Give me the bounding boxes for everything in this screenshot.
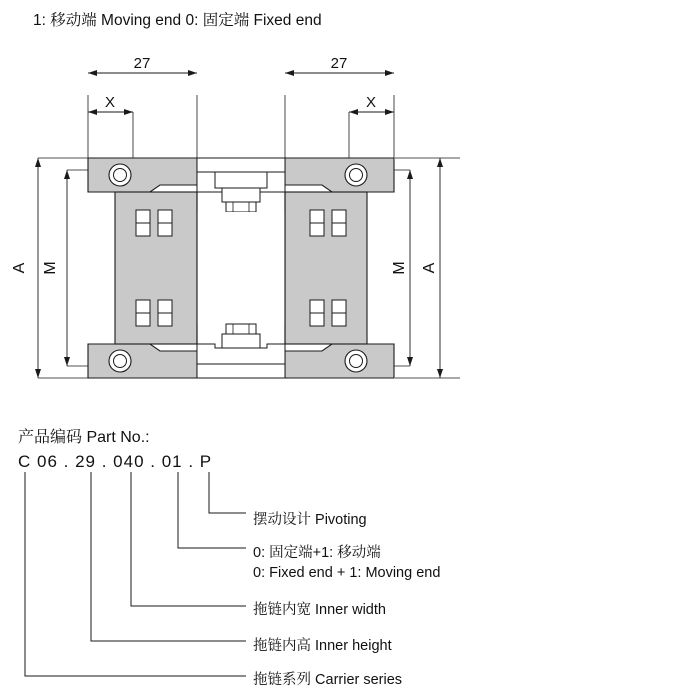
part-no-code: C 06 . 29 . 040 . 01 . P — [18, 452, 213, 471]
dim-a-right: A — [421, 262, 438, 274]
legend-pivoting: 摆动设计 Pivoting — [253, 512, 367, 528]
technical-drawing — [0, 40, 700, 410]
legend-carrier-series: 拖链系列 Carrier series — [253, 672, 403, 688]
dim-top-left-27: 27 — [133, 55, 151, 72]
legend-end-type-en: 0: Fixed end + 1: Moving end — [253, 565, 441, 581]
legend-end-type-cn: 0: 固定端+1: 移动端 — [253, 545, 381, 561]
dim-x-left: X — [104, 94, 116, 111]
dim-m-left: M — [42, 261, 59, 275]
legend-inner-height: 拖链内高 Inner height — [253, 638, 392, 654]
header-note: 1: 移动端 Moving end 0: 固定端 Fixed end — [33, 12, 322, 29]
dim-m-right: M — [391, 261, 408, 275]
part-no-title: 产品编码 Part No.: — [18, 429, 150, 446]
legend-inner-width: 拖链内宽 Inner width — [253, 602, 386, 618]
dim-top-right-27: 27 — [330, 55, 348, 72]
dim-x-right: X — [365, 94, 377, 111]
dim-a-left: A — [11, 262, 28, 274]
